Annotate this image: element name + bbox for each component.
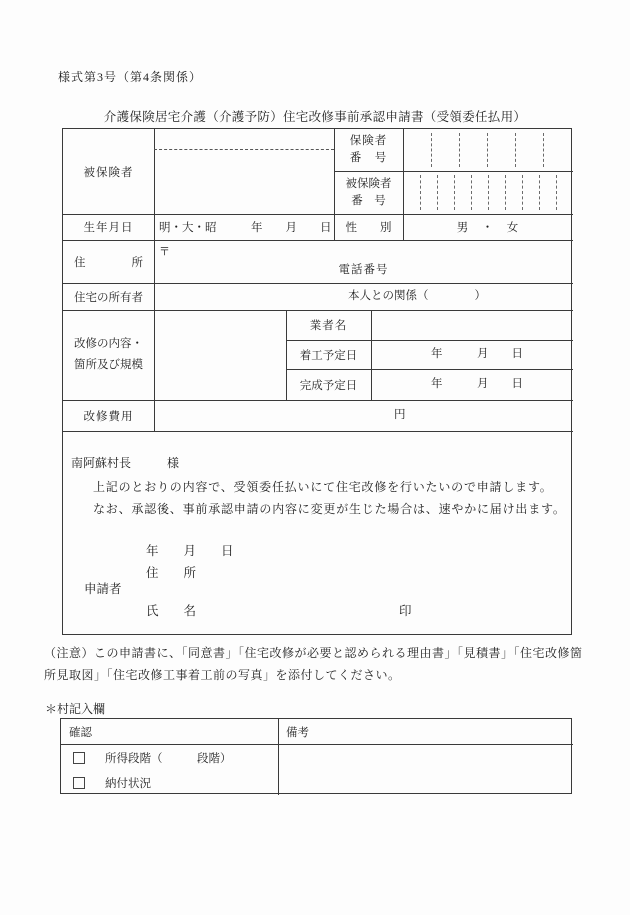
digit-box-divider (556, 175, 557, 210)
confirm-column-header: 確認 (69, 726, 92, 739)
digit-box-divider (471, 175, 472, 210)
completion-date-label: 完成予定日 (299, 379, 358, 392)
income-level-label: 所得段階（ 段階） (105, 752, 232, 765)
village-entry-table (60, 718, 572, 794)
contractor-name-label: 業者名 (309, 320, 348, 332)
payment-status-check-row (73, 770, 151, 795)
insured-number-label (334, 171, 403, 214)
digit-box-divider (459, 133, 460, 167)
digit-box-divider (505, 175, 506, 210)
digit-box-divider (420, 175, 421, 210)
digit-box-divider (488, 175, 489, 210)
application-date-line: 年 月 日 (146, 544, 234, 558)
payment-status-label: 納付状況 (105, 777, 151, 790)
owner-relation-field: 本人との関係（ ） (348, 290, 486, 302)
house-owner-label: 住宅の所有者 (74, 291, 143, 304)
insurer-number-label-line1: 保険者 (349, 135, 388, 147)
table-border-line (278, 719, 279, 795)
income-level-check-row (73, 745, 232, 770)
furigana-dashed-line (154, 149, 334, 150)
address-label: 住 所 (74, 256, 143, 269)
digit-box-divider (539, 175, 540, 210)
renovation-label (63, 310, 154, 400)
insurer-number-label-line2: 番 号 (349, 152, 388, 164)
insured-number-label-line2: 番 号 (351, 194, 386, 207)
sex-field: 男 ・ 女 (456, 222, 520, 234)
main-form-table (62, 128, 572, 635)
digit-box-divider (437, 175, 438, 210)
digit-box-divider (522, 175, 523, 210)
birthdate-label: 生年月日 (83, 222, 134, 234)
checkbox-icon (73, 752, 85, 764)
applicant-label: 申請者 (84, 582, 122, 596)
cost-unit-label: 円 (394, 409, 406, 421)
postal-mark: 〒 (159, 246, 170, 258)
applicant-address-line: 住 所 (146, 566, 197, 580)
sex-label: 性 別 (345, 222, 392, 234)
birthdate-field: 明・大・昭 年 月 日 (159, 222, 332, 234)
digit-box-divider (515, 133, 516, 167)
form-number: 様式第3号（第4条関係） (58, 70, 203, 84)
page-title: 介護保険居宅介護（介護予防）住宅改修事前承認申請書（受領委任払用） (103, 110, 527, 124)
seal-mark: 印 (399, 604, 412, 618)
renovation-label-line2: 箇所及び規模 (74, 359, 143, 371)
start-date-label: 着工予定日 (299, 349, 358, 362)
note-line1: （注意）この申請書に、「同意書」「住宅改修が必要と認められる理由書」「見積書」「住宅改修箇 (44, 646, 583, 660)
village-entry-heading: ＊村記入欄 (45, 702, 106, 716)
table-border-line (63, 431, 573, 432)
table-border-line (371, 310, 372, 400)
digit-box-divider (543, 133, 544, 167)
remarks-column-header: 備考 (286, 726, 309, 739)
addressee-line: 南阿蘇村長 様 (71, 456, 180, 470)
insured-person-label: 被保険者 (83, 166, 134, 179)
statement-line1: 上記のとおりの内容で、受領委任払いにて住宅改修を行いたいので申請します。 (93, 480, 553, 494)
insured-number-label-line1: 被保険者 (345, 177, 392, 190)
completion-date-field: 年 月 日 (431, 378, 523, 390)
applicant-name-line: 氏 名 (146, 604, 197, 618)
insurer-number-label (334, 129, 403, 171)
digit-box-divider (487, 133, 488, 167)
renovation-label-line1: 改修の内容・ (74, 338, 143, 350)
note-line2: 所見取図」「住宅改修工事着工前の写真」を添付してください。 (44, 668, 401, 682)
statement-line2: なお、承認後、事前承認申請の内容に変更が生じた場合は、速やかに届け出ます。 (93, 502, 566, 516)
digit-box-divider (431, 133, 432, 167)
phone-number-label: 電話番号 (338, 264, 389, 276)
start-date-field: 年 月 日 (431, 348, 523, 360)
renovation-cost-label: 改修費用 (83, 410, 134, 423)
digit-box-divider (454, 175, 455, 210)
checkbox-icon (73, 777, 85, 789)
